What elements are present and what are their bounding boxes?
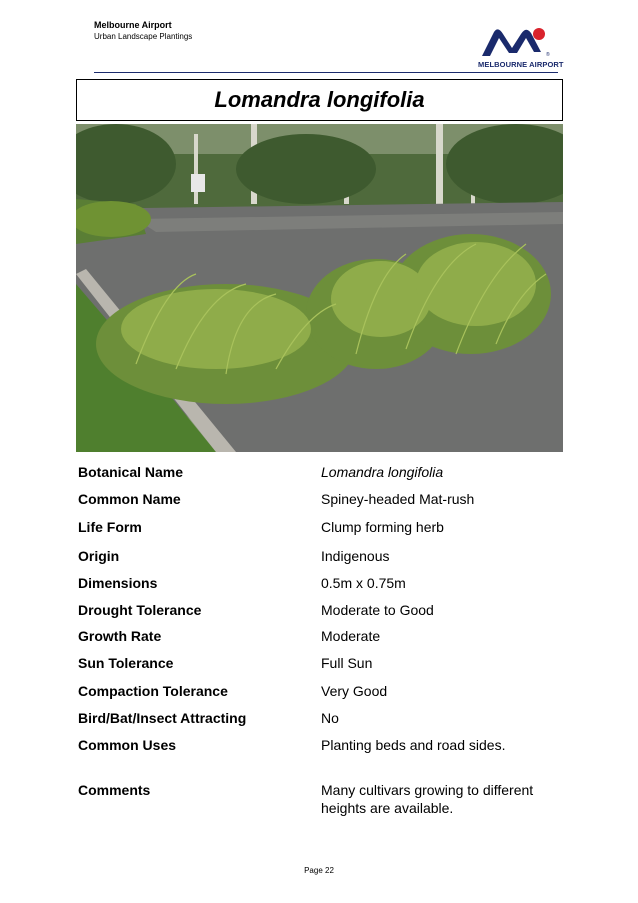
- detail-label: Origin: [78, 548, 120, 564]
- melbourne-airport-logo: [478, 22, 564, 72]
- title-box: [76, 79, 563, 121]
- logo-text: MELBOURNE AIRPORT: [478, 60, 564, 69]
- detail-value: Indigenous: [321, 548, 390, 564]
- detail-label: Life Form: [78, 519, 142, 535]
- detail-value: Moderate to Good: [321, 602, 434, 618]
- detail-label: Bird/Bat/Insect Attracting: [78, 710, 247, 726]
- header-rule: [94, 72, 558, 73]
- header-subtitle: Urban Landscape Plantings: [94, 32, 193, 41]
- detail-value: [321, 781, 558, 817]
- detail-label: Common Uses: [78, 737, 177, 753]
- detail-label: Botanical Name: [78, 464, 184, 480]
- page-number: Page 22: [304, 866, 334, 875]
- detail-value: No: [321, 710, 339, 726]
- detail-value: Very Good: [321, 683, 388, 699]
- detail-value: Spiney-headed Mat-rush: [321, 491, 475, 507]
- detail-value-line: heights are available.: [321, 800, 454, 816]
- detail-label: Comments: [78, 782, 151, 798]
- detail-label: Sun Tolerance: [78, 655, 174, 671]
- header-org: Melbourne Airport: [94, 20, 172, 30]
- detail-value: Clump forming herb: [321, 519, 444, 535]
- detail-label: Drought Tolerance: [78, 602, 202, 618]
- detail-value: Lomandra longifolia: [321, 464, 444, 480]
- header-left: [94, 19, 192, 42]
- logo-mark-icon: [478, 22, 560, 60]
- detail-value: Moderate: [321, 628, 381, 644]
- detail-label: Compaction Tolerance: [78, 683, 228, 699]
- detail-label: Dimensions: [78, 575, 158, 591]
- detail-value: 0.5m x 0.75m: [321, 575, 406, 591]
- detail-value: Full Sun: [321, 655, 373, 671]
- page-title: Lomandra longifolia: [214, 87, 425, 112]
- detail-value: Planting beds and road sides.: [321, 737, 506, 753]
- plant-photo: [76, 124, 563, 452]
- detail-label: Growth Rate: [78, 628, 162, 644]
- detail-value-line: Many cultivars growing to different: [321, 782, 534, 798]
- detail-row: [78, 781, 558, 821]
- detail-label: Common Name: [78, 491, 181, 507]
- logo-registered-mark: ®: [546, 52, 550, 58]
